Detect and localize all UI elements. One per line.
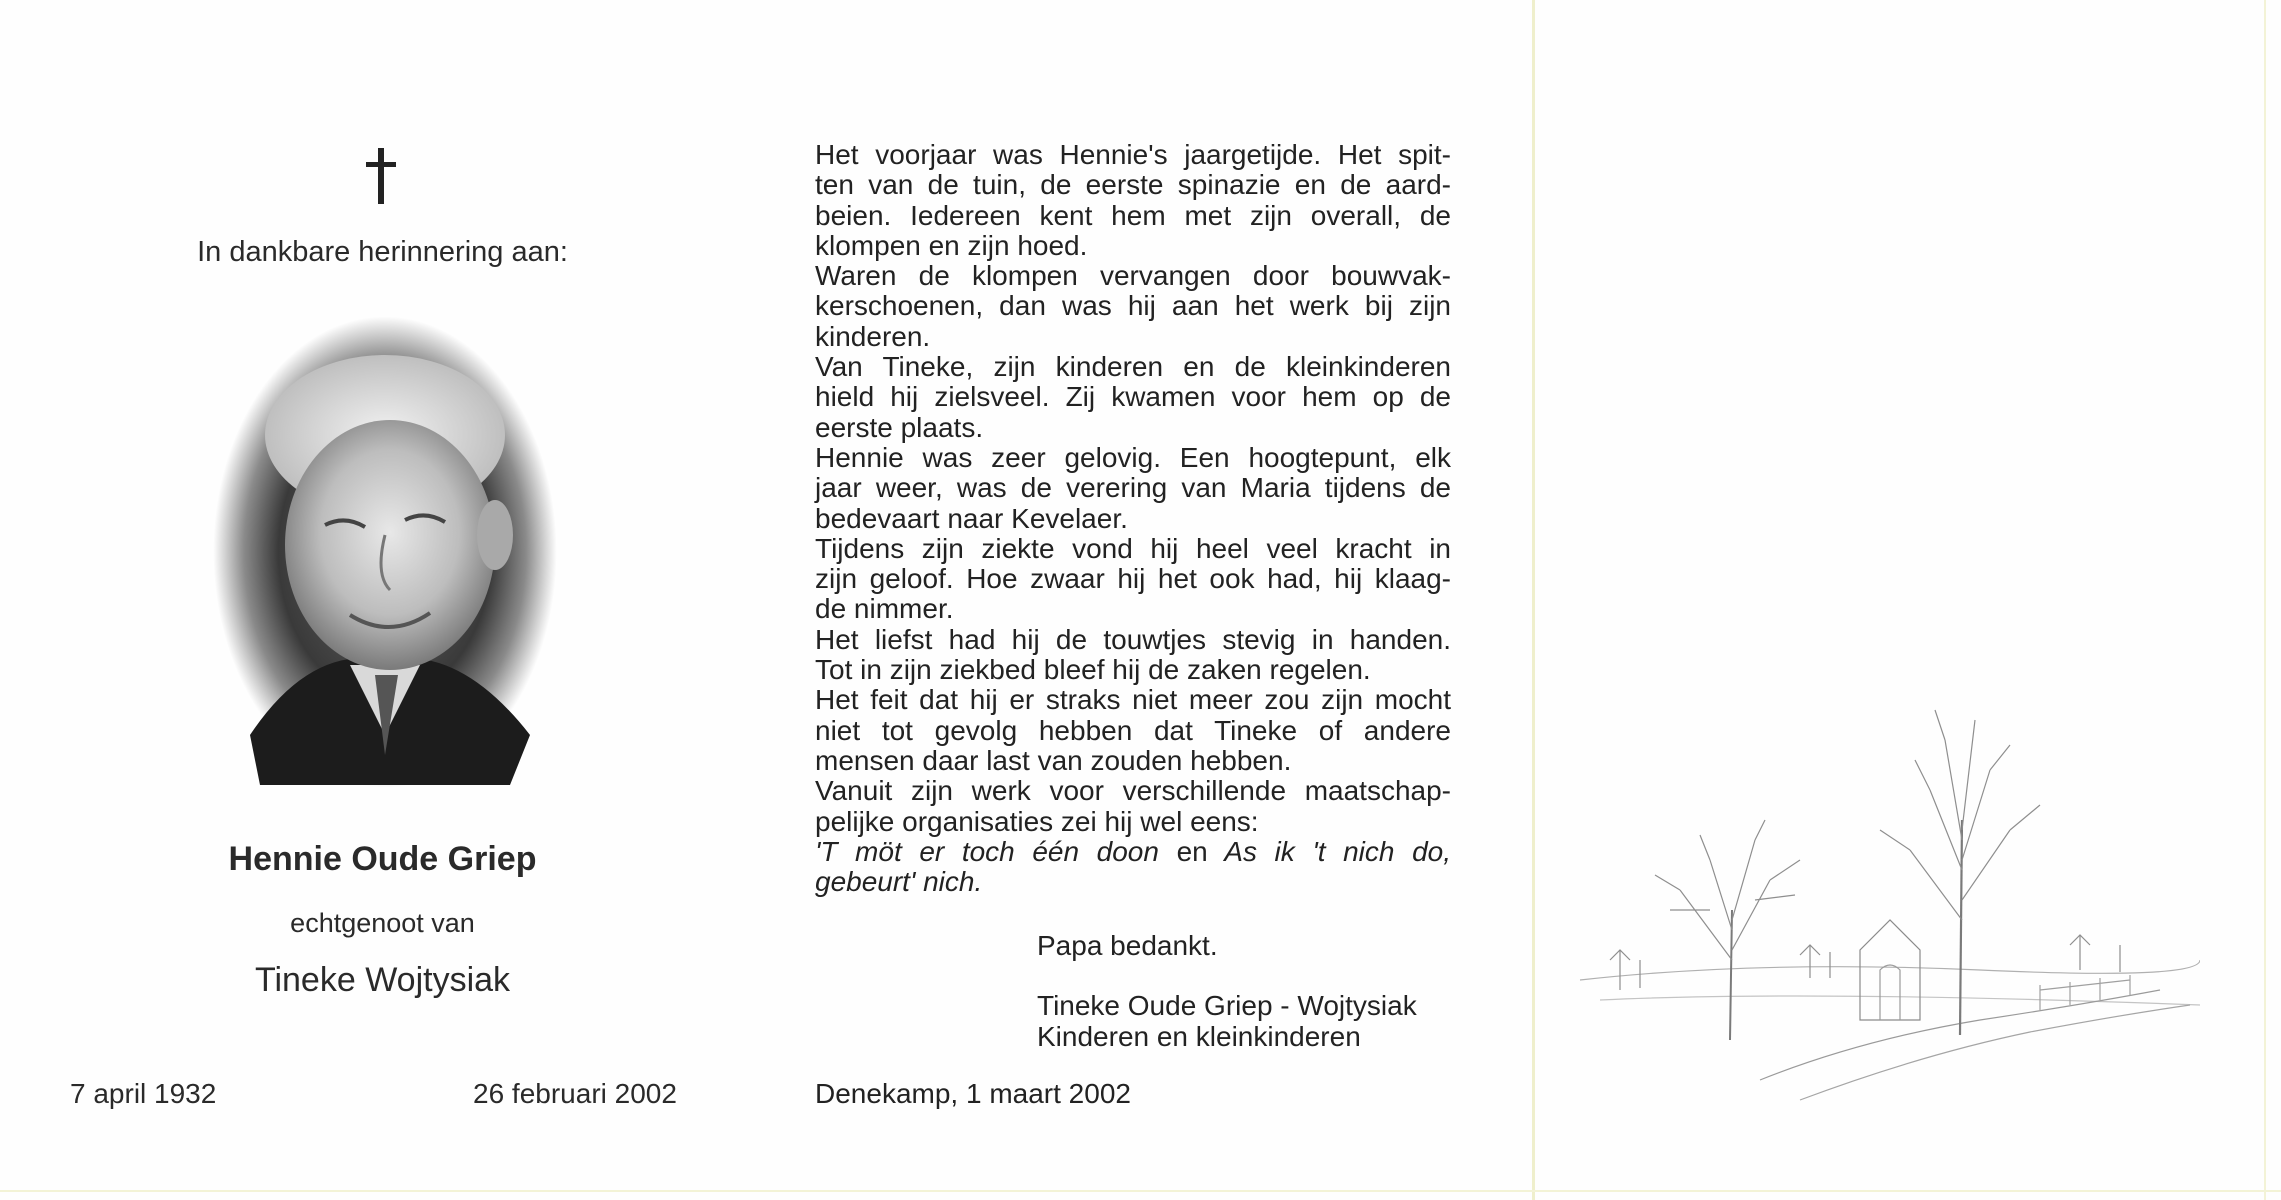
portrait-photo [210,315,560,790]
quote-part-2: As ik 't nich do, [1224,835,1451,867]
quote-and: en [1176,835,1208,867]
story-line: kinderen. [815,320,931,352]
story-line: pelijke organisaties zei hij wel eens: [815,805,1259,837]
story-line: eerste plaats. [815,411,984,443]
spouse-label: echtgenoot van [290,908,475,938]
intro-text: In dankbare herinnering aan: [197,236,568,268]
landscape-sketch [1560,660,2200,1110]
story-line: bedevaart naar Kevelaer. [815,502,1128,534]
story-line: beien. Iedereen kent hem met zijn overall, de [815,199,1451,231]
deceased-name: Hennie Oude Griep [228,840,537,878]
story-line: Waren de klompen vervangen door bouwvak- [815,260,1451,292]
cross-icon [366,148,396,204]
card-edge-right [2264,0,2266,1200]
story-line: hield hij zielsveel. Zij kwamen voor hem op de [815,381,1451,413]
story-line: zijn geloof. Hoe zwaar hij het ook had, hij klaag- [815,563,1451,595]
story-line: Tijdens zijn ziekte vond hij heel veel kracht in [815,532,1451,564]
story-line: mensen daar last van zouden hebben. [815,744,1292,776]
place-date: Denekamp, 1 maart 2002 [815,1078,1131,1109]
story-line: niet tot gevolg hebben dat Tineke of andere [815,714,1451,746]
quote-line-2: gebeurt' nich. [815,866,983,898]
story-line: Van Tineke, zijn kinderen en de kleinkinderen [815,351,1451,383]
signer-line: Tineke Oude Griep - Wojtysiak [1037,990,1417,1021]
card-fold [1532,0,1535,1200]
spouse-name: Tineke Wojtysiak [254,961,511,999]
story-line: Het feit dat hij er straks niet meer zou zijn mocht [815,684,1451,716]
story-line: jaar weer, was de verering van Maria tijdens de [815,472,1451,504]
story-text [815,140,1451,897]
thanks-text: Papa bedankt. [1037,930,1218,961]
story-line: kerschoenen, dan was hij aan het werk bij zijn [815,290,1451,322]
death-date: 26 februari 2002 [473,1078,677,1109]
card-edge-bottom [0,1190,2281,1192]
story-line: ten van de tuin, de eerste spinazie en de aard- [815,169,1451,201]
quote-line [815,837,1451,867]
birth-date: 7 april 1932 [70,1078,217,1109]
signers [1037,990,1417,1052]
story-line: Vanuit zijn werk voor verschillende maatschap- [815,775,1451,807]
story-line: Tot in zijn ziekbed bleef hij de zaken regelen. [815,654,1371,686]
signer-line: Kinderen en kleinkinderen [1037,1021,1361,1052]
story-line: Hennie was zeer gelovig. Een hoogtepunt, elk [815,441,1451,473]
quote-part-1: 'T möt er toch één doon [815,835,1159,867]
story-line: Het liefst had hij de touwtjes stevig in handen. [815,623,1451,655]
story-line: Het voorjaar was Hennie's jaargetijde. Het spit- [815,139,1451,170]
story-line: klompen en zijn hoed. [815,229,1088,261]
story-line: de nimmer. [815,593,954,625]
